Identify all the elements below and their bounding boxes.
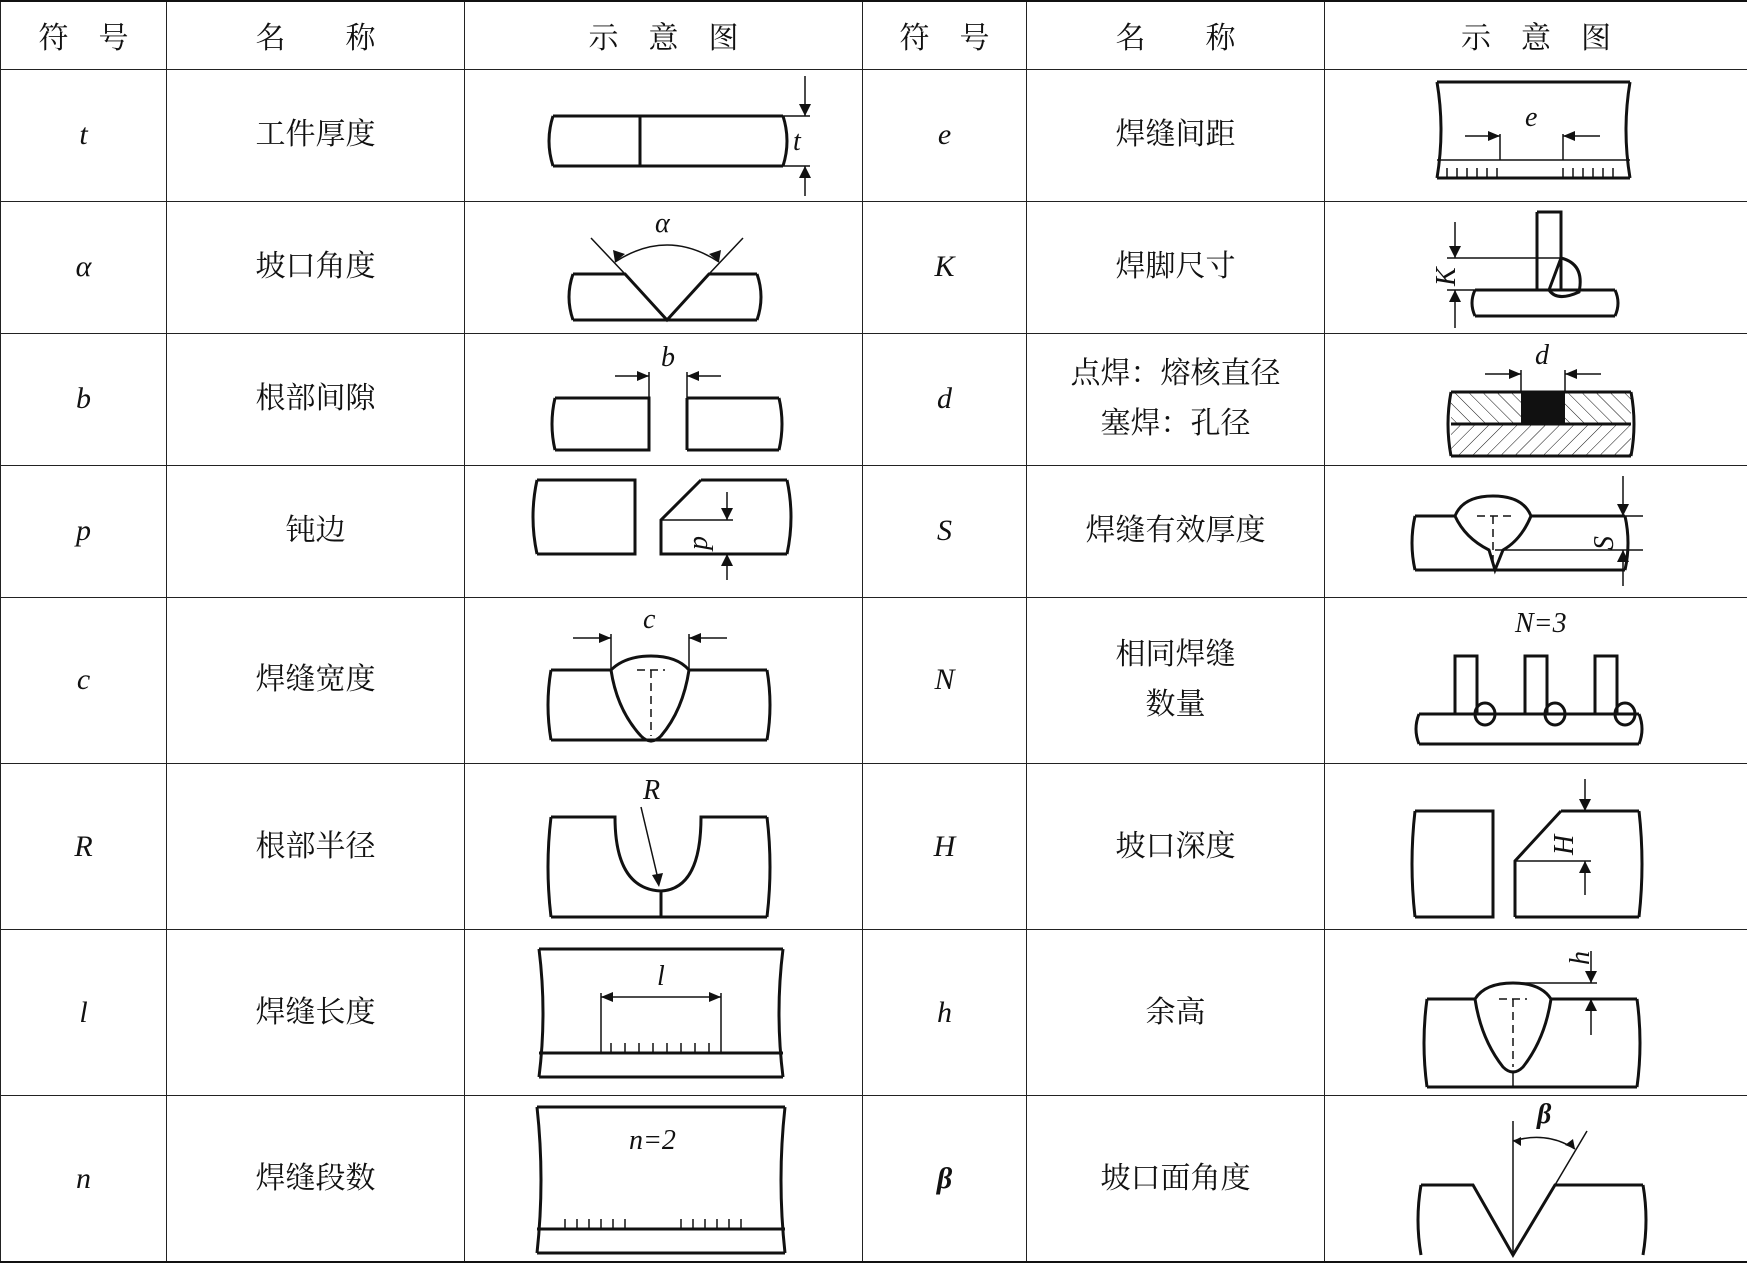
symbol-cell: n — [1, 1096, 167, 1262]
diagram-cell — [1325, 1096, 1747, 1262]
symbol-cell: b — [1, 333, 167, 465]
diagram-cell — [465, 201, 863, 333]
same-welds-icon — [1325, 598, 1747, 762]
fillet-leg-icon — [1325, 202, 1747, 332]
name-cell: 焊缝段数 — [167, 1096, 465, 1262]
diagram-label: H — [1549, 834, 1580, 855]
symbol-cell: l — [1, 930, 167, 1096]
table-row — [1, 764, 1747, 930]
nugget-diameter-icon — [1325, 334, 1747, 464]
name-line-2: 塞焊：孔径 — [1100, 406, 1251, 442]
diagram-cell — [465, 597, 863, 763]
diagram-label: e — [1525, 102, 1538, 134]
name-cell: 坡口深度 — [1027, 764, 1325, 930]
weld-width-icon — [465, 598, 863, 762]
header-diagram: 示 意 图 — [465, 1, 863, 69]
diagram-cell — [1325, 764, 1747, 930]
symbol-cell: N — [863, 597, 1027, 763]
name-cell: 焊脚尺寸 — [1027, 201, 1325, 333]
diagram-label: p — [683, 536, 714, 551]
groove-depth-icon — [1325, 765, 1747, 929]
diagram-label: c — [643, 604, 656, 636]
symbol-cell: d — [863, 333, 1027, 465]
root-face-icon — [465, 466, 863, 596]
name-line-2: 数量 — [1145, 687, 1206, 723]
name-cell: 坡口面角度 — [1027, 1096, 1325, 1262]
symbol-cell: h — [863, 930, 1027, 1096]
diagram-cell — [465, 69, 863, 201]
diagram-cell — [1325, 465, 1747, 597]
diagram-label: h — [1565, 950, 1596, 965]
header-name: 名 称 — [1027, 1, 1325, 69]
name-cell: 焊缝宽度 — [167, 597, 465, 763]
table-row — [1, 201, 1747, 333]
name-cell: 焊缝间距 — [1027, 69, 1325, 201]
weld-segments-icon — [465, 1097, 863, 1261]
diagram-cell — [465, 1096, 863, 1262]
weld-spacing-icon — [1325, 70, 1747, 200]
root-gap-icon — [465, 334, 863, 464]
diagram-cell — [465, 930, 863, 1096]
name-cell — [1027, 333, 1325, 465]
diagram-label: l — [657, 960, 665, 992]
diagram-label: K — [1431, 267, 1462, 287]
diagram-cell — [465, 465, 863, 597]
symbol-cell: K — [863, 201, 1027, 333]
symbol-cell: e — [863, 69, 1027, 201]
table-row — [1, 333, 1747, 465]
diagram-cell — [1325, 333, 1747, 465]
name-cell: 钝边 — [167, 465, 465, 597]
diagram-cell — [465, 333, 863, 465]
diagram-label: R — [643, 774, 661, 806]
symbol-cell: p — [1, 465, 167, 597]
header-row — [1, 1, 1747, 69]
symbol-cell: R — [1, 764, 167, 930]
diagram-label: α — [655, 208, 670, 240]
root-radius-icon — [465, 765, 863, 929]
name-cell: 焊缝有效厚度 — [1027, 465, 1325, 597]
diagram-label: b — [661, 342, 675, 374]
name-cell: 余高 — [1027, 930, 1325, 1096]
groove-angle-icon — [465, 202, 863, 332]
diagram-label: n=2 — [629, 1124, 676, 1156]
table-row — [1, 597, 1747, 763]
name-cell: 根部半径 — [167, 764, 465, 930]
name-cell — [1027, 597, 1325, 763]
symbol-cell: H — [863, 764, 1027, 930]
diagram-label: t — [793, 126, 801, 158]
diagram-cell — [1325, 597, 1747, 763]
header-symbol: 符 号 — [863, 1, 1027, 69]
name-cell: 根部间隙 — [167, 333, 465, 465]
diagram-cell — [1325, 930, 1747, 1096]
workpiece-thickness-icon — [465, 70, 863, 200]
table-row — [1, 1096, 1747, 1262]
diagram-cell — [1325, 69, 1747, 201]
diagram-label: S — [1589, 536, 1620, 551]
table-row — [1, 465, 1747, 597]
symbol-cell: α — [1, 201, 167, 333]
diagram-label: N=3 — [1515, 608, 1567, 640]
header-name: 名 称 — [167, 1, 465, 69]
symbol-cell: c — [1, 597, 167, 763]
diagram-cell — [1325, 201, 1747, 333]
symbol-cell: S — [863, 465, 1027, 597]
name-line-1: 相同焊缝 — [1115, 637, 1236, 673]
effective-thickness-icon — [1325, 466, 1747, 596]
diagram-label: β — [1537, 1098, 1552, 1130]
symbol-cell: t — [1, 69, 167, 201]
weld-length-icon — [465, 931, 863, 1095]
name-cell: 工件厚度 — [167, 69, 465, 201]
name-cell: 坡口角度 — [167, 201, 465, 333]
symbol-cell: β — [863, 1096, 1027, 1262]
name-cell: 焊缝长度 — [167, 930, 465, 1096]
reinforcement-icon — [1325, 931, 1747, 1095]
table-row — [1, 930, 1747, 1096]
header-symbol: 符 号 — [1, 1, 167, 69]
table-row — [1, 69, 1747, 201]
header-diagram: 示 意 图 — [1325, 1, 1747, 69]
diagram-cell — [465, 764, 863, 930]
name-line-1: 点焊：熔核直径 — [1070, 356, 1281, 392]
bevel-angle-icon — [1325, 1097, 1747, 1261]
diagram-label: d — [1535, 340, 1549, 372]
